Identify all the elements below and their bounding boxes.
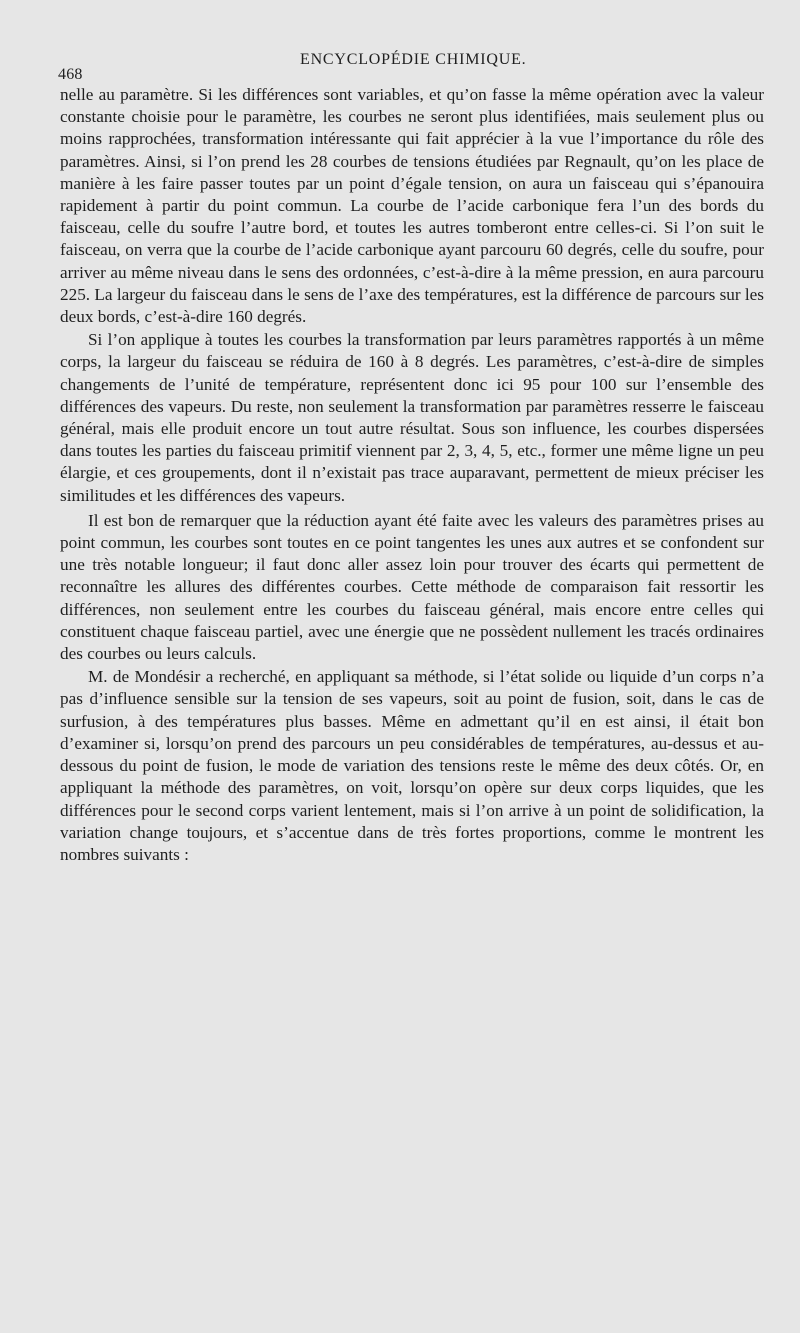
body-text [60, 84, 764, 867]
paragraph-1: nelle au paramètre. Si les différences sont variables, et qu’on fasse la même opération avec la valeur constante choisie pour le paramètre, les courbes ne seront plus identifiées, mais seulement plus ou moins rapprochées, transformation intéressante qui fait apprécier à la vue l’importance du rôle des paramètres. Ainsi, si l’on prend les 28 courbes de tensions étudiées par Regnault, qu’on les place de manière à les faire passer toutes par un point d’égale tension, on aura un faisceau qui s’épanouira rapidement à partir du point commun. La courbe de l’acide carbonique fera l’un des bords du faisceau, celle du soufre l’autre bord, et toutes les autres tomberont entre celles-ci. Si l’on suit le faisceau, on verra que la courbe de l’acide carbonique ayant parcouru 60 degrés, celle du soufre, pour arriver au même niveau dans le sens des ordonnées, c’est-à-dire à la même pression, en aura parcouru 225. La largeur du faisceau dans le sens de l’axe des températures, est la différence de parcours sur les deux bords, c’est-à-dire 160 degrés. [60, 85, 764, 327]
page-number: 468 [58, 66, 83, 83]
paragraph-4: M. de Mondésir a recherché, en appliquant sa méthode, si l’état solide ou liquide d’un corps n’a pas d’influence sensible sur la tension de ses vapeurs, soit au point de fusion, soit, dans le cas de surfusion, à des températures plus basses. Même en admettant qu’il en est ainsi, il était bon d’examiner si, lorsqu’on prend des parcours un peu considérables de températures, au-dessus et au-dessous du point de fusion, le mode de variation des tensions reste le même des deux côtés. Or, en appliquant la méthode des paramètres, on voit, lorsqu’on opère sur deux corps liquides, que les différences pour le second corps varient lentement, mais si l’on arrive à un point de solidification, la variation change toujours, et s’accentue dans de très fortes proportions, comme le montrent les nombres suivants : [60, 667, 764, 864]
paragraph-2: Si l’on applique à toutes les courbes la transformation par leurs paramètres rapportés à un même corps, la largeur du faisceau se réduira de 160 à 8 degrés. Les paramètres, c’est-à-dire de simples changements de l’unité de température, représentent donc ici 95 pour 100 sur l’ensemble des différences des vapeurs. Du reste, non seulement la transformation par paramètres resserre le faisceau général, mais elle produit encore un tout autre résultat. Sous son influence, les courbes dispersées dans toutes les parties du faisceau primitif viennent par 2, 3, 4, 5, etc., former une même ligne un peu élargie, et ces groupements, dont il n’existait pas trace auparavant, permettent de mieux préciser les similitudes et les différences des vapeurs. [60, 330, 764, 505]
paragraph-3: Il est bon de remarquer que la réduction ayant été faite avec les valeurs des paramètres prises au point commun, les courbes sont toutes en ce point tangentes les unes aux autres et se confondent sur une très notable longueur; il faut donc aller assez loin pour trouver des écarts qui permettent de reconnaître les allures des différentes courbes. Cette méthode de comparaison fait ressortir les différences, non seulement entre les courbes du faisceau général, mais encore entre celles qui constituent chaque faisceau partiel, avec une énergie que ne possèdent nullement les tracés ordinaires des courbes ou leurs calculs. [60, 510, 764, 664]
page-header [0, 48, 800, 83]
running-title: ENCYCLOPÉDIE CHIMIQUE. [300, 51, 527, 68]
